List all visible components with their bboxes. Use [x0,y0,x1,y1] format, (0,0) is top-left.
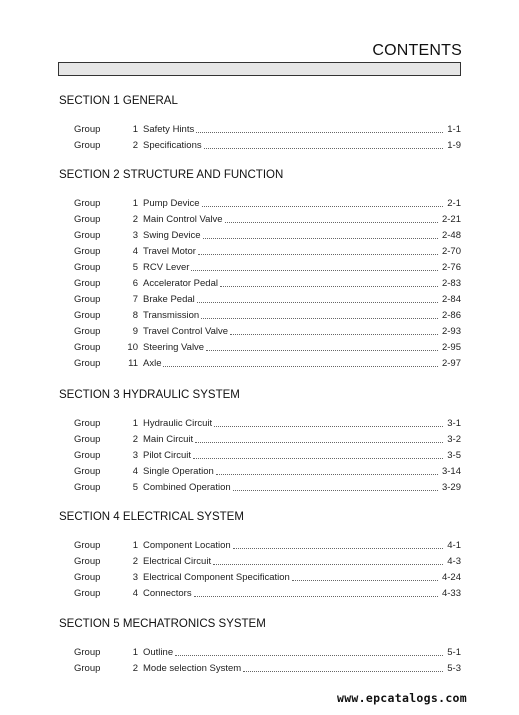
group-word: Group [74,140,101,151]
entry-title: Electrical Component Specification [143,572,290,583]
entry-title: Specifications [143,140,202,151]
page-number: 1-1 [447,124,461,135]
group-number: 4 [132,246,138,257]
group-number: 2 [132,140,138,151]
group-number: 2 [132,434,138,445]
toc-section [59,168,461,370]
group-word: Group [74,572,101,583]
page-number: 2-1 [447,198,461,209]
entry-title: Transmission [143,310,200,321]
page-number: 4-3 [447,556,461,567]
group-word: Group [74,556,101,567]
group-number: 7 [132,294,138,305]
group-label [59,214,120,226]
group-label [59,540,120,552]
page-number: 1-9 [447,140,461,151]
group-word: Group [74,647,101,658]
group-label [59,663,120,675]
section-title: SECTION 1 GENERAL [59,95,178,107]
toc-entry[interactable] [59,242,461,258]
page-number: 2-86 [441,310,461,321]
entry-title: Travel Motor [143,246,196,257]
dot-leader [163,365,438,367]
entry-title: Connectors [143,588,192,599]
group-number: 2 [132,663,138,674]
group-label [59,262,120,274]
group-label [59,588,120,600]
dot-leader [197,301,438,303]
toc-entry[interactable] [59,226,461,242]
group-label [59,556,120,568]
dot-leader [213,563,443,565]
section-title: SECTION 4 ELECTRICAL SYSTEM [59,511,244,523]
dot-leader [243,670,443,672]
group-number: 4 [132,588,138,599]
group-number: 1 [132,198,138,209]
group-number: 3 [132,450,138,461]
group-word: Group [74,482,101,493]
dot-leader [202,205,444,207]
dot-leader [203,237,438,239]
group-number: 6 [132,278,138,289]
group-number: 5 [132,262,138,273]
group-label [59,342,120,354]
page-number: 3-29 [441,482,461,493]
dot-leader [198,253,438,255]
entry-title: RCV Lever [143,262,190,273]
toc-entry[interactable] [59,306,461,322]
page-number: 4-33 [441,588,461,599]
entry-title: Main Control Valve [143,214,223,225]
page-number: 5-1 [447,647,461,658]
group-label [59,572,120,584]
entry-title: Safety Hints [143,124,195,135]
toc-entry[interactable] [59,120,461,136]
entry-title: Outline [143,647,174,658]
group-number: 3 [132,572,138,583]
page-number: 5-3 [447,663,461,674]
group-label [59,326,120,338]
toc-entry[interactable] [59,552,461,568]
group-number: 8 [132,310,138,321]
entry-title: Travel Control Valve [143,326,229,337]
dot-leader [216,473,438,475]
toc-section [59,94,461,152]
group-label [59,124,120,136]
page-title: CONTENTS [372,42,462,59]
group-number: 3 [132,230,138,241]
entry-title: Pilot Circuit [143,450,192,461]
page-number: 2-97 [441,358,461,369]
group-label [59,294,120,306]
dot-leader [225,221,438,223]
group-word: Group [74,214,101,225]
group-label [59,434,120,446]
page-number: 4-24 [441,572,461,583]
group-number: 1 [132,124,138,135]
group-label [59,418,120,430]
toc-entry[interactable] [59,290,461,306]
toc-entry[interactable] [59,584,461,600]
entry-title: Main Circuit [143,434,194,445]
dot-leader [191,269,438,271]
footer-url[interactable]: www.epcatalogs.com [336,691,467,705]
page-number: 2-84 [441,294,461,305]
toc-entry[interactable] [59,322,461,338]
dot-leader [233,489,438,491]
entry-title: Component Location [143,540,231,551]
group-word: Group [74,663,101,674]
toc-section [59,617,461,675]
group-label [59,246,120,258]
group-word: Group [74,124,101,135]
toc-entry[interactable] [59,274,461,290]
group-word: Group [74,310,101,321]
toc-entry[interactable] [59,414,461,430]
dot-leader [214,425,443,427]
entry-title: Mode selection System [143,663,242,674]
group-word: Group [74,198,101,209]
group-word: Group [74,358,101,369]
page-number: 2-95 [441,342,461,353]
group-number: 5 [132,482,138,493]
toc-entry[interactable] [59,136,461,152]
page-number: 3-5 [447,450,461,461]
toc-entry[interactable] [59,462,461,478]
section-title: SECTION 3 HYDRAULIC SYSTEM [59,389,240,401]
section-title: SECTION 2 STRUCTURE AND FUNCTION [59,169,284,181]
group-label [59,310,120,322]
entry-title: Single Operation [143,466,214,477]
page-number: 3-2 [447,434,461,445]
group-word: Group [74,294,101,305]
group-word: Group [74,246,101,257]
group-label [59,466,120,478]
group-label [59,278,120,290]
group-number: 9 [132,326,138,337]
page-number: 2-70 [441,246,461,257]
dot-leader [233,547,444,549]
entry-title: Combined Operation [143,482,231,493]
group-label [59,140,120,152]
group-label [59,450,120,462]
toc-entry[interactable] [59,643,461,659]
dot-leader [206,349,438,351]
group-label [59,358,120,370]
page-number: 3-1 [447,418,461,429]
group-word: Group [74,230,101,241]
group-label [59,482,120,494]
dot-leader [196,131,443,133]
group-number: 1 [132,540,138,551]
page-number: 2-83 [441,278,461,289]
entry-title: Swing Device [143,230,201,241]
group-word: Group [74,342,101,353]
group-word: Group [74,418,101,429]
dot-leader [201,317,438,319]
group-label [59,647,120,659]
section-title: SECTION 5 MECHATRONICS SYSTEM [59,618,266,630]
dot-leader [292,579,438,581]
page-number: 2-21 [441,214,461,225]
dot-leader [193,457,443,459]
group-label [59,198,120,210]
toc-entry[interactable] [59,194,461,210]
dot-leader [220,285,438,287]
group-number: 10 [127,342,138,353]
toc-entry[interactable] [59,210,461,226]
page-number: 2-76 [441,262,461,273]
toc-entry[interactable] [59,659,461,675]
group-number: 11 [128,358,138,369]
group-number: 2 [132,214,138,225]
group-word: Group [74,262,101,273]
page-number: 2-93 [441,326,461,337]
dot-leader [195,441,443,443]
toc-entry[interactable] [59,258,461,274]
entry-title: Brake Pedal [143,294,195,305]
toc-entry[interactable] [59,478,461,494]
entry-title: Electrical Circuit [143,556,212,567]
group-word: Group [74,450,101,461]
entry-title: Pump Device [143,198,200,209]
toc-entry[interactable] [59,338,461,354]
group-label [59,230,120,242]
group-number: 2 [132,556,138,567]
toc-section [59,388,461,494]
entry-title: Accelerator Pedal [143,278,218,289]
group-word: Group [74,540,101,551]
page-number: 3-14 [441,466,461,477]
dot-leader [175,654,443,656]
entry-title: Hydraulic Circuit [143,418,213,429]
toc-entry[interactable] [59,536,461,552]
title-bar [58,62,461,76]
entry-title: Steering Valve [143,342,205,353]
toc-entry[interactable] [59,568,461,584]
dot-leader [204,147,444,149]
group-word: Group [74,588,101,599]
dot-leader [194,595,438,597]
group-word: Group [74,434,101,445]
group-word: Group [74,326,101,337]
dot-leader [230,333,438,335]
group-word: Group [74,278,101,289]
group-number: 4 [132,466,138,477]
toc-entry[interactable] [59,446,461,462]
toc-section [59,510,461,600]
toc-entry[interactable] [59,430,461,446]
group-number: 1 [132,647,138,658]
entry-title: Axle [143,358,162,369]
page-number: 4-1 [447,540,461,551]
toc-entry[interactable] [59,354,461,370]
group-number: 1 [132,418,138,429]
page-number: 2-48 [441,230,461,241]
group-word: Group [74,466,101,477]
